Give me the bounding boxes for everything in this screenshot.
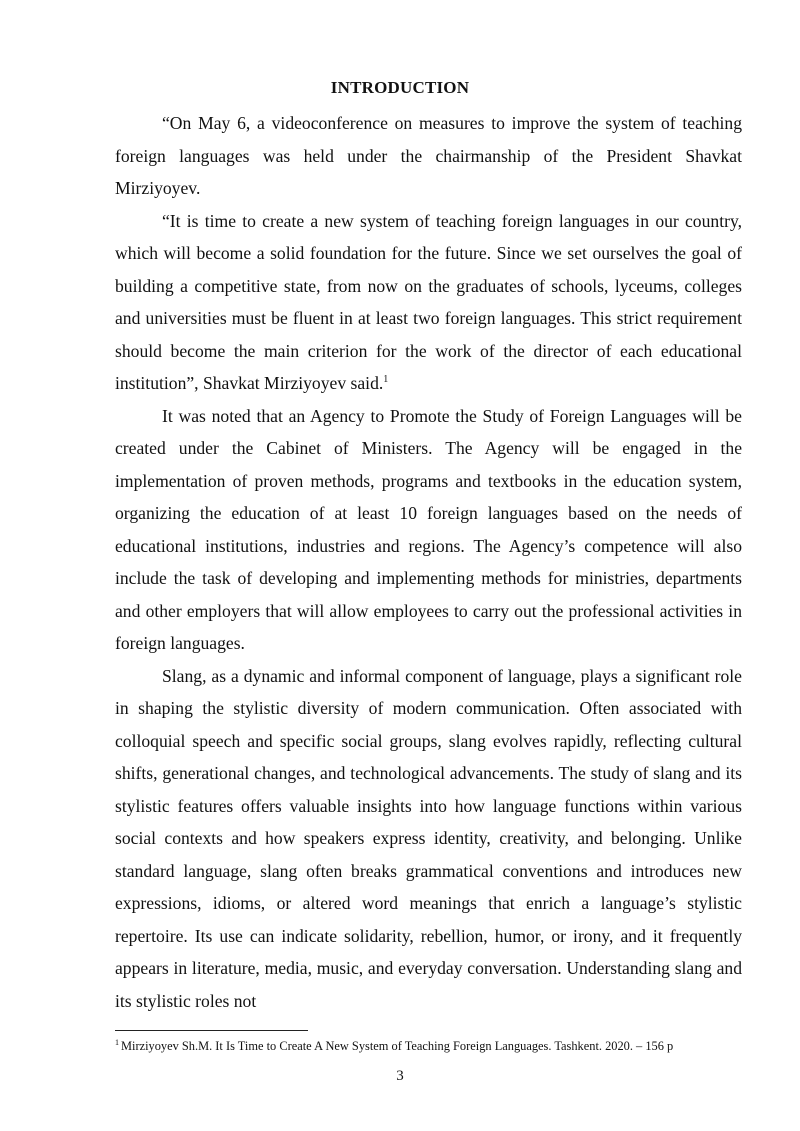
body-text	[115, 107, 742, 1017]
paragraph-2	[115, 205, 742, 400]
paragraph-3	[115, 400, 742, 660]
footnote	[115, 1038, 755, 1054]
footnote-mark: 1	[115, 1037, 119, 1047]
paragraph-1-text: “On May 6, a videoconference on measures to improve the system of teaching foreign languages was held under the chairmanship of the President Shavkat Mirziyoyev.	[115, 113, 742, 198]
footnote-text: Mirziyoyev Sh.M. It Is Time to Create A New System of Teaching Foreign Languages. Tashkent. 2020. – 156 p	[121, 1039, 674, 1053]
footnote-separator	[115, 1030, 308, 1031]
paragraph-3-text: It was noted that an Agency to Promote the Study of Foreign Languages will be created under the Cabinet of Ministers. The Agency will be engaged in the implementation of proven methods, programs and textbooks in the education system, organizing the education of at least 10 foreign languages based on the needs of educational institutions, industries and regions. The Agency’s competence will also include the task of developing and implementing methods for ministries, departments and other employers that will allow employees to carry out the professional activities in foreign languages.	[115, 405, 742, 653]
paragraph-1	[115, 107, 742, 205]
paragraph-4	[115, 660, 742, 1018]
section-heading: INTRODUCTION	[330, 78, 470, 97]
paragraph-2-text: “It is time to create a new system of teaching foreign languages in our country, which will become a solid foundation for the future. Since we set ourselves the goal of building a competitive state, from now on the graduates of schools, lyceums, colleges and universities must be fluent in at least two foreign languages. This strict requirement should become the main criterion for the work of the director of each educational institution”, Shavkat Mirziyoyev said.	[115, 210, 742, 393]
footnote-reference[interactable]: 1	[383, 374, 389, 386]
paragraph-4-text: Slang, as a dynamic and informal component of language, plays a significant role in shaping the stylistic diversity of modern communication. Often associated with colloquial speech and specific social groups, slang evolves rapidly, reflecting cultural shifts, generational changes, and technological advancements. The study of slang and its stylistic features offers valuable insights into how language functions within various social contexts and how speakers express identity, creativity, and belonging. Unlike standard language, slang often breaks grammatical conventions and introduces new expressions, idioms, or altered word meanings that enrich a language’s stylistic repertoire. Its use can indicate solidarity, rebellion, humor, or irony, and it frequently appears in literature, media, music, and everyday conversation. Understanding slang and its stylistic roles not	[115, 665, 742, 1011]
page-number: 3	[396, 1068, 404, 1084]
